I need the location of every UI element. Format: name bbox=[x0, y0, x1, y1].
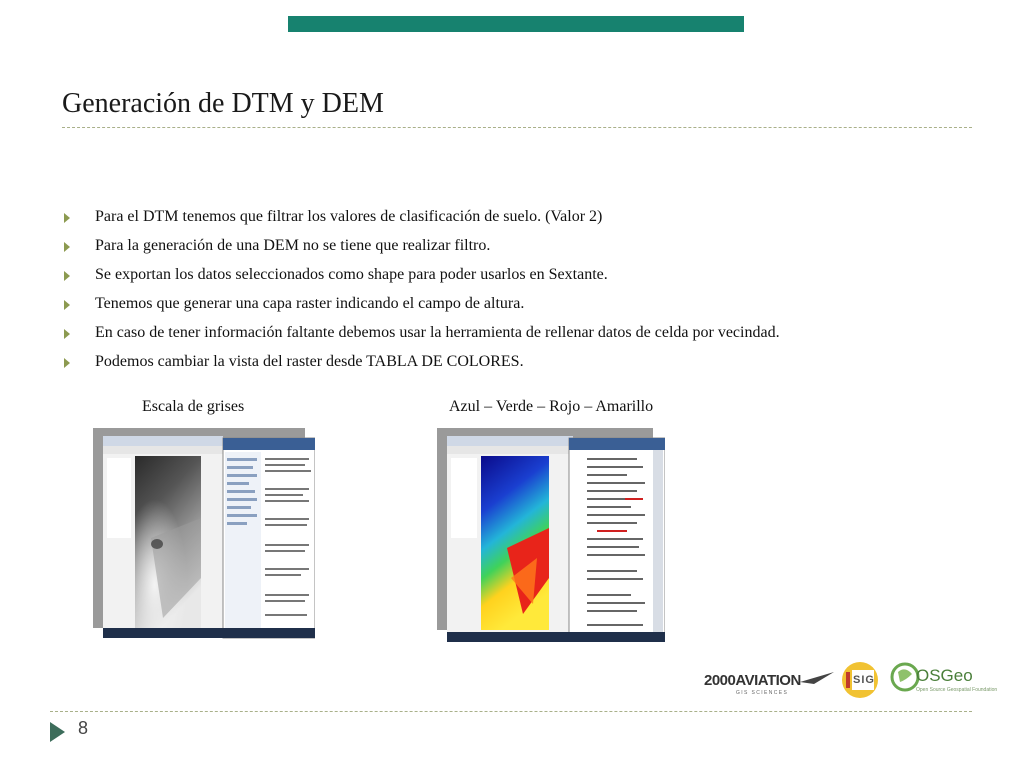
footer-divider bbox=[50, 711, 972, 712]
color-raster-screenshot bbox=[437, 428, 665, 642]
bullet-arrow-icon bbox=[64, 213, 70, 223]
bullet-item bbox=[62, 293, 962, 322]
bullet-text: Para el DTM tenemos que filtrar los valores de clasificación de suelo. (Valor 2) bbox=[95, 208, 603, 225]
bullet-text: Se exportan los datos seleccionados como shape para poder usarlos en Sextante. bbox=[95, 266, 608, 283]
sig-logo-text: SIG bbox=[853, 674, 875, 686]
slide-title: Generación de DTM y DEM bbox=[62, 88, 384, 119]
aviation-logo-text: 2000AVIATION bbox=[704, 672, 801, 689]
osgeo-logo-subtext: Open Source Geospatial Foundation bbox=[916, 687, 998, 693]
header-accent-bar bbox=[288, 16, 744, 32]
caption-color-table: Azul – Verde – Rojo – Amarillo bbox=[449, 398, 654, 415]
bullet-list bbox=[62, 206, 962, 380]
aviation-logo-subtext: G I S S C I E N C E S bbox=[736, 690, 787, 696]
bullet-text: Tenemos que generar una capa raster indicando el campo de altura. bbox=[95, 295, 525, 312]
bullet-arrow-icon bbox=[64, 358, 70, 368]
osgeo-logo-text: OSGeo bbox=[916, 666, 973, 685]
bullet-text: Podemos cambiar la vista del raster desde TABLA DE COLORES. bbox=[95, 353, 524, 370]
grayscale-raster-screenshot bbox=[93, 428, 315, 640]
bullet-item bbox=[62, 235, 962, 264]
bullet-text: Para la generación de una DEM no se tiene que realizar filtro. bbox=[95, 237, 491, 254]
bullet-item bbox=[62, 206, 962, 235]
bullet-arrow-icon bbox=[64, 271, 70, 281]
footer-arrow-icon bbox=[50, 722, 65, 742]
bullet-item bbox=[62, 351, 962, 380]
bullet-item bbox=[62, 322, 962, 351]
title-divider bbox=[62, 127, 972, 128]
aviation-logo bbox=[704, 672, 836, 698]
bullet-item bbox=[62, 264, 962, 293]
bullet-arrow-icon bbox=[64, 329, 70, 339]
page-number: 8 bbox=[78, 718, 89, 738]
bullet-arrow-icon bbox=[64, 242, 70, 252]
bullet-arrow-icon bbox=[64, 300, 70, 310]
bullet-text: En caso de tener información faltante debemos usar la herramienta de rellenar datos de celda por vecindad. bbox=[95, 324, 780, 341]
caption-grayscale: Escala de grises bbox=[142, 398, 245, 415]
aviation-plane-icon bbox=[800, 672, 834, 686]
